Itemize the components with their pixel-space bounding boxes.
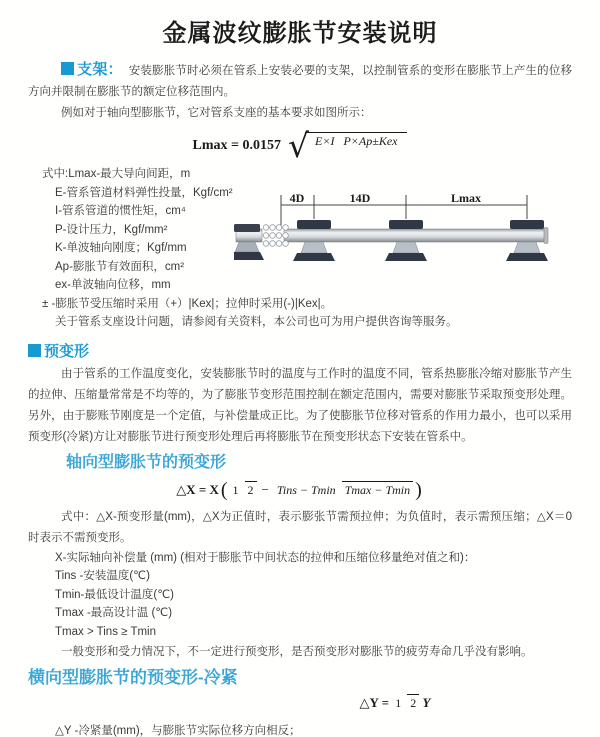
definition-line: I-管系管道的惯性矩，cm⁴ — [55, 205, 186, 217]
fraction-numerator: Tins − Tmin — [276, 482, 336, 497]
support-intro-paragraph — [28, 59, 572, 103]
predeform-section-label: 预变形 — [44, 342, 90, 360]
pipe-body — [284, 229, 546, 242]
support-section-label: 支架： — [77, 61, 123, 78]
axial-remark-paragraph: 一般变形和受力情况下，不一定进行预变形，是否预变形对膨胀节的疲劳寿命几乎没有影响。 — [61, 646, 533, 658]
lateral-formula-lhs: △Y = — [359, 695, 390, 710]
dim-label-4d: 4D — [289, 191, 305, 205]
support-example-paragraph: 例如对于轴向型膨胀节，它对管系支座的基本要求如图所示： — [61, 107, 372, 119]
blue-square-bullet-icon — [28, 344, 41, 357]
fraction-denominator: P×Ap±Kex — [340, 132, 400, 148]
axial-where-paragraph: 式中：△X-预变形量(mm)，△X为正值时，表示膨张节需预拉伸；为负值时，表示需预压缩；△X＝0时表示不需预变形。 — [28, 510, 572, 544]
lmax-formula-lhs: Lmax = 0.0157 — [192, 137, 281, 153]
fraction-numerator: E×I — [315, 134, 335, 148]
predeform-section-header — [28, 342, 572, 362]
axial-predeform-formula — [28, 479, 572, 502]
lmax-fraction — [312, 134, 400, 149]
one-half-fraction — [230, 483, 257, 498]
definition-line: Ap-膨胀节有效面积，cm² — [55, 260, 185, 273]
dim-label-14d: 14D — [349, 191, 371, 205]
pipe-support-diagram — [234, 191, 586, 287]
lateral-predeform-formula — [359, 695, 430, 711]
definition-line: P-设计压力，Kgf/mm² — [55, 223, 168, 236]
tmin-definition-line: Tmin-最低设计温度(℃) — [55, 588, 174, 601]
radicand — [305, 132, 407, 149]
radical-sign-icon: √ — [288, 126, 310, 165]
left-paren: ( — [220, 478, 228, 501]
advisory-note: 关于管系支座设计问题，请参阅有关资料，本公司也可为用户提供咨询等服务。 — [55, 316, 458, 328]
lateral-subheading: 横向型膨胀节的预变形-冷紧 — [28, 668, 238, 687]
page-title: 金属波纹膨胀节安装说明 — [162, 20, 438, 47]
lateral-note-line: △Y -冷紧量(mm)，与膨胀节实际位移方向相反； — [55, 725, 301, 737]
definition-line: E-管系管道材料弹性投量，Kgf/cm² — [55, 186, 233, 199]
lateral-formula-rhs: Y — [422, 695, 431, 710]
tmax-definition-line: Tmax -最高设计温 (℃) — [55, 607, 173, 619]
temperature-relation-line: Tmax > Tins ≥ Tmin — [55, 625, 156, 638]
fraction-numerator: 1 — [395, 695, 402, 710]
temperature-fraction — [274, 483, 413, 498]
fraction-denominator: 2 — [407, 694, 419, 710]
blue-square-bullet-icon — [61, 62, 74, 75]
definition-line: K-单波轴向刚度；Kgf/mm — [55, 242, 187, 254]
dim-label-lmax: Lmax — [451, 191, 481, 205]
x-definition-line: X-实际轴向补偿量 (mm) (相对于膨胀节中间状态的拉伸和压缩位移量绝对值之和)： — [55, 551, 476, 564]
definition-line: ex-单波轴向位移，mm — [55, 279, 171, 291]
right-paren: ) — [415, 478, 422, 501]
minus-operator: − — [261, 482, 269, 497]
lmax-formula — [28, 126, 572, 165]
symbol-definitions-block — [28, 165, 572, 332]
definition-line: ± -膨胀节受压缩时采用（+）|Kex|；拉伸时采用(-)|Kex|。 — [42, 297, 333, 310]
definition-line: 式中:Lmax-最大导向间距，m — [42, 168, 191, 180]
fraction-denominator: 2 — [245, 481, 257, 497]
one-half-fraction — [392, 696, 419, 711]
fraction-denominator: Tmax − Tmin — [342, 481, 413, 497]
predeform-body-paragraph: 由于管系的工作温度变化，安装膨胀节时的温度与工作时的温度不同，管系热膨胀冷缩对膨胀节产生的拉伸、压缩量常常是不均等的，为了膨胀节变形范围控制在额定范围内，需要对膨胀节采取预变形处理。另外，由于膨账节刚度是一个定值，与补偿量成正比。为了使膨胀节位移对管系的作用力最小，也可以采用预变形(冷紧)方让对膨胀节进行预变形处理后再将膨胀节在预变形状态下安装在管系中。 — [28, 367, 572, 443]
bellows-icon — [263, 225, 288, 247]
fraction-numerator: 1 — [232, 482, 239, 497]
tins-definition-line: Tins -安装温度(℃) — [55, 570, 150, 582]
support-intro-text: 安装膨胀节时必须在管系上安装必要的支架，以控制管系的变形在膨胀节上产生的位移方向并限制在膨胀节的额定位移范围内。 — [28, 65, 572, 98]
axial-formula-lhs: △X = X — [176, 482, 219, 497]
pipe-end-cap — [544, 228, 548, 244]
square-root-expression — [288, 126, 407, 165]
axial-subheading: 轴向型膨胀节的预变形 — [66, 453, 227, 471]
